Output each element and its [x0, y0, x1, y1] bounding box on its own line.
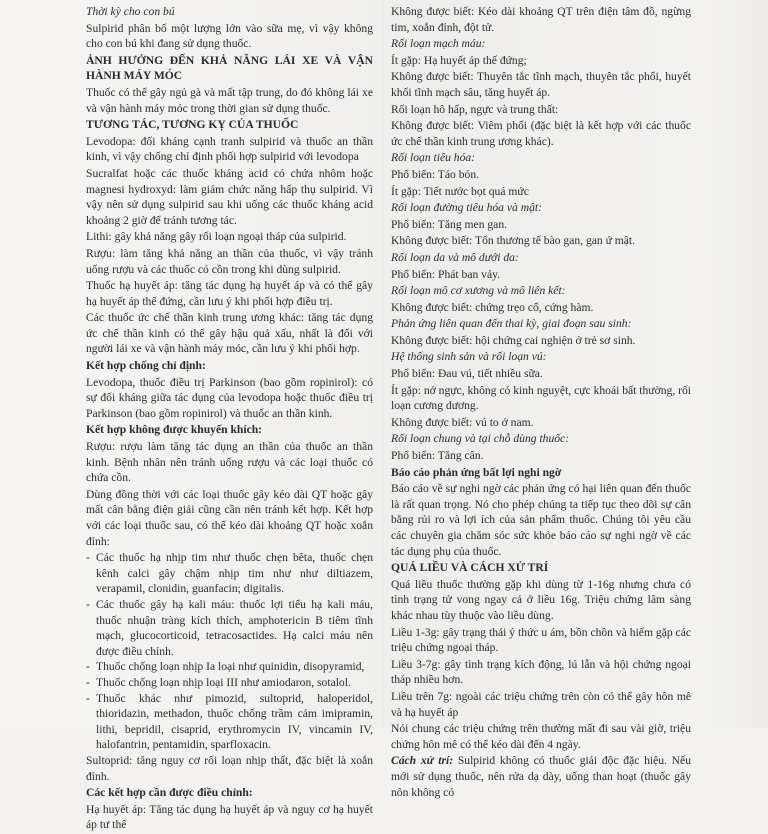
paragraph: Nói chung các triệu chứng trên thường mất đi sau vài giờ, triệu chứng hôn mê có thể kéo dài đến 4 ngày. — [391, 722, 691, 751]
paragraph: Rượu: rượu làm tăng tác dụng an thần của thuốc an thần kinh. Bệnh nhân nên tránh uống rượu và các loại thuốc có chứa cồn. — [86, 440, 373, 485]
paragraph: Sulpirid phân bố một lượng lớn vào sữa mẹ, vì vậy không cho con bú khi đang sử dụng thuốc. — [86, 21, 373, 51]
page-edge-shadow — [708, 0, 768, 728]
subheading: Phản ứng liên quan đến thai kỳ, giai đoạn sau sinh: — [391, 317, 632, 331]
subheading: Rối loạn chung và tại chỗ dùng thuốc: — [391, 432, 570, 446]
paragraph: Liều trên 7g: ngoài các triệu chứng trên còn có thể gây hôn mê và hạ huyết áp — [391, 689, 691, 719]
paragraph: Ít gặp: nở ngực, không có kinh nguyệt, cực khoái bất thường, rối loạn cương dương. — [391, 383, 691, 413]
subheading: Các kết hợp cần được điều chỉnh: — [86, 786, 253, 800]
paragraph: Dùng đồng thời với các loại thuốc gây kéo dài QT hoặc gây mất cân bằng điện giải cũng cần nên tránh kết hợp. Kết hợp với các loại thuốc sau, có thể kéo dài khoảng QT hoặc xoắn đỉnh: — [86, 487, 373, 548]
paragraph: Ít gặp: Tiết nước bọt quá mức — [391, 184, 529, 198]
paragraph: Báo cáo về sự nghi ngờ các phản ứng có hại liên quan đến thuốc là rất quan trọng. Nó cho phép chúng ta tiếp tục theo dõi sự cân bằng rủi ro và lợi ích của sản phẩm thuốc. Chúng tôi yêu cầu các chuyên gia chăm sóc sức khỏe báo cáo sự nghi ngờ về các tác dụng phụ của thuốc. — [391, 482, 691, 558]
list-item: - Thuốc chống loạn nhịp Ia loại như quinidin, disopyramid, — [86, 659, 373, 675]
section-heading: QUÁ LIỀU VÀ CÁCH XỬ TRÍ — [391, 561, 549, 575]
paragraph: Không được biết: vú to ở nam. — [391, 415, 534, 429]
paragraph: Không được biết: chứng trẹo cổ, cứng hàm. — [391, 300, 594, 314]
paragraph: Sultoprid: tăng nguy cơ rối loạn nhịp thất, đặc biệt là xoắn đỉnh. — [86, 753, 373, 783]
subheading: Hệ thống sinh sản và rối loạn vú: — [391, 350, 547, 364]
paragraph: Liều 3-7g: gây tình trạng kích động, lú lẫn và hội chứng ngoại tháp nhiều hơn. — [391, 657, 691, 687]
paragraph: Rượu: làm tăng khả năng an thần của thuốc, vì vậy tránh uống rượu và các thuốc có cồn trong khi dùng sulpirid. — [86, 246, 373, 276]
paragraph-text: Sulpirid không có thuốc giải độc đặc hiệu. Nếu mới sử dụng thuốc, nên rửa dạ dày, uống than hoạt (thuốc gây nôn không có — [391, 754, 691, 799]
lead-label: Cách xử trí: — [391, 754, 454, 768]
paragraph: Quá liều thuốc thường gặp khi dùng từ 1-16g nhưng chưa có tình trạng tử vong ngay cả ở liều 16g. Triệu chứng lâm sàng khác nhau tùy thuộc vào liều dùng. — [391, 577, 691, 622]
list-item: - Thuốc khác như pimozid, sultoprid, haloperidol, thioridazin, methadon, thuốc chống trầm cảm imipramin, lithi, bepridil, cisaprid, erythromycin IV, vincamin IV, halofantrin, pentamidin, sparfloxacin. — [86, 691, 373, 753]
paragraph: Phổ biến: Phát ban vảy. — [391, 267, 501, 281]
subheading: Rối loạn tiêu hóa: — [391, 151, 476, 165]
paragraph: Không được biết: Viêm phổi (đặc biệt là kết hợp với các thuốc ức chế thần kinh trung ương khác). — [391, 119, 691, 148]
list-item: - Các thuốc gây hạ kali máu: thuốc lợi tiểu hạ kali máu, thuốc nhuận tràng kích thích, amphotericin B tiêm tĩnh mạch, glucocorticoid, tetracosactides. Hạ calci máu nên được điều chỉnh. — [86, 597, 373, 659]
paragraph: Levodopa: đối kháng cạnh tranh sulpirid và thuốc an thần kinh, vì vậy chống chỉ định phối hợp sulpirid với levodopa — [86, 134, 373, 164]
paragraph: Thuốc hạ huyết áp: tăng tác dụng hạ huyết áp và có thể gây hạ huyết áp thế đứng, cần lưu ý khi phối hợp điều trị. — [86, 279, 373, 308]
paragraph: Không được biết: Kéo dài khoảng QT trên điện tâm đồ, ngừng tim, xoắn đỉnh, đột tử. — [391, 5, 691, 34]
paragraph: Các thuốc ức chế thần kinh trung ương khác: tăng tác dụng ức chế thần kinh có thể gây hậu quả xấu, nhất là đối với người lái xe và vận hành máy móc, cần lưu ý khi phối hợp. — [86, 311, 373, 356]
paragraph: Rối loạn hô hấp, ngực và trung thất: — [391, 102, 559, 116]
subheading: Kết hợp chống chỉ định: — [86, 359, 206, 373]
subheading: Báo cáo phản ứng bất lợi nghi ngờ — [391, 465, 562, 479]
subheading: Rối loạn mô cơ xương và mô liên kết: — [391, 284, 566, 298]
paragraph: Phổ biến: Tăng men gan. — [391, 217, 508, 231]
subheading: Kết hợp không được khuyến khích: — [86, 423, 263, 437]
list-item: - Thuốc chống loạn nhịp loại III như amiodaron, sotalol. — [86, 675, 373, 691]
subheading: Rối loạn da và mô dưới da: — [391, 250, 519, 264]
section-heading: TƯƠNG TÁC, TƯƠNG KỴ CỦA THUỐC — [86, 118, 299, 132]
paragraph: Sucralfat hoặc các thuốc kháng acid có chứa nhôm hoặc magnesi hydroxyd: làm giảm chức năng hấp thụ sulpirid. Vì vậy nên sử dụng sulpirid sau khi uống các thuốc kháng acid khoảng 2 giờ để tránh tương tác. — [86, 166, 373, 227]
paragraph: Ít gặp: Hạ huyết áp thế đứng; — [391, 53, 527, 67]
page-fold — [382, 0, 383, 728]
paragraph: Levodopa, thuốc điều trị Parkinson (bao gồm ropinirol): có sự đối kháng giữa tác dụng của levodopa hoặc thuốc điều trị Parkinson (bao gồm ropinirol) và thuốc an thần kinh. — [86, 375, 373, 420]
paragraph: Lithi: gây khả năng gây rối loạn ngoại tháp của sulpirid. — [86, 230, 347, 244]
section-heading: ẢNH HƯỞNG ĐẾN KHẢ NĂNG LÁI XE VÀ VẬN HÀNH MÁY MÓC — [86, 53, 373, 83]
dash-list — [86, 550, 373, 753]
paragraph: Thuốc có thể gây ngủ gà và mất tập trung, do đó không lái xe và vận hành máy móc trong thời gian sử dụng thuốc. — [86, 85, 373, 115]
subheading: Rối loạn mạch máu: — [391, 37, 486, 51]
paragraph: Phổ biến: Đau vú, tiết nhiều sữa. — [391, 367, 543, 381]
paragraph: Không được biết: hội chứng cai nghiện ở trẻ sơ sinh. — [391, 333, 636, 347]
left-column — [86, 4, 373, 834]
paragraph: Không được biết: Tổn thương tế bào gan, gan ứ mật. — [391, 234, 636, 248]
subheading: Thời kỳ cho con bú — [86, 5, 175, 18]
paragraph: Hạ huyết áp: Tăng tác dụng hạ huyết áp và nguy cơ hạ huyết áp tư thế — [86, 802, 373, 832]
paragraph: Liều 1-3g: gây trạng thái ý thức u ám, bồn chồn và hiếm gặp các triệu chứng ngoại tháp. — [391, 625, 691, 655]
paragraph — [391, 753, 691, 800]
subheading: Rối loạn đường tiêu hóa và mật: — [391, 201, 542, 215]
paragraph: Không được biết: Thuyên tắc tĩnh mạch, thuyên tắc phổi, huyết khối tĩnh mạch sâu, tăng huyết áp. — [391, 70, 691, 99]
paragraph: Phổ biến: Tăng cân. — [391, 449, 484, 463]
paragraph: Phổ biến: Táo bón. — [391, 167, 480, 181]
right-column — [391, 4, 691, 801]
list-item: - Các thuốc hạ nhịp tim như thuốc chẹn bêta, thuốc chẹn kênh calci gây chậm nhịp tim như như diltiazem, verapamil, clonidin, guanfacin; digitalis. — [86, 550, 373, 597]
